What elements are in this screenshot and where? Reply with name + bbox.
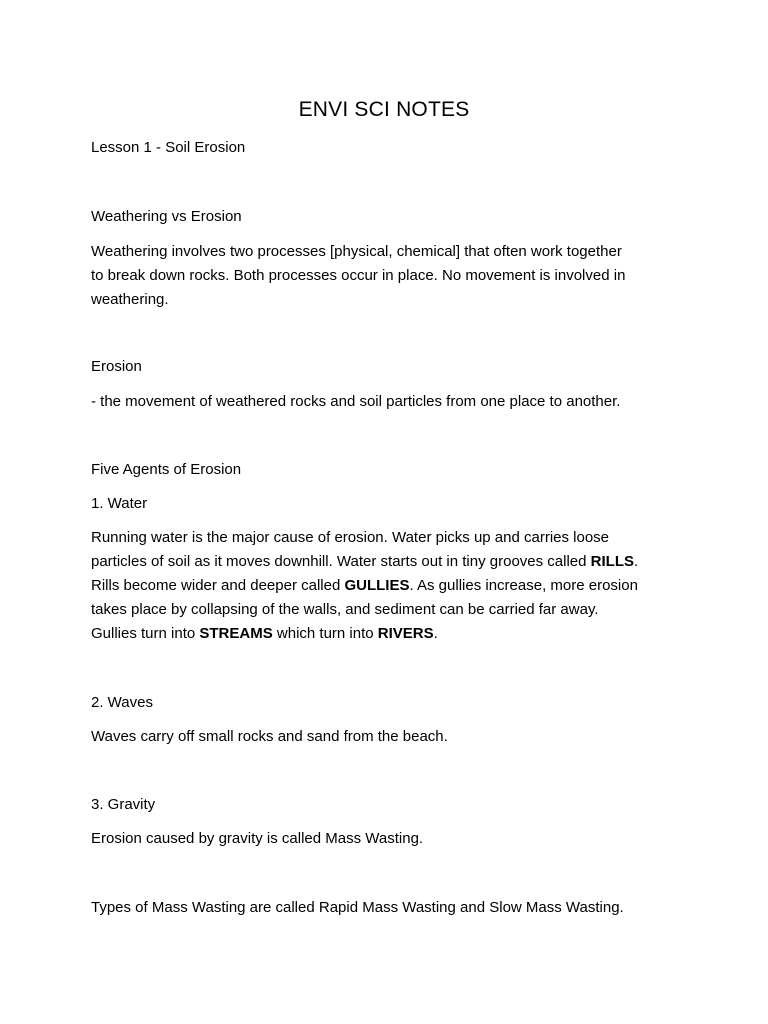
weathering-line: Weathering involves two processes [physical, chemical] that often work together — [91, 243, 622, 260]
weathering-heading: Weathering vs Erosion — [91, 208, 242, 225]
gravity-heading: 3. Gravity — [91, 796, 156, 813]
page-title: ENVI SCI NOTES — [298, 98, 470, 121]
water-line-text: takes place by collapsing of the walls, and sediment can be carried far away. — [91, 601, 599, 618]
agents-heading: Five Agents of Erosion — [91, 461, 242, 478]
water-line — [91, 574, 691, 598]
water-line — [91, 622, 691, 646]
water-line — [91, 598, 691, 622]
water-line-text: . — [634, 553, 639, 570]
weathering-paragraph — [91, 240, 691, 312]
mass-wasting-types: Types of Mass Wasting are called Rapid Mass Wasting and Slow Mass Wasting. — [91, 899, 624, 916]
water-heading: 1. Water — [91, 495, 148, 512]
water-line-text: Running water is the major cause of erosion. Water picks up and carries loose — [91, 529, 610, 546]
gravity-text: Erosion caused by gravity is called Mass Wasting. — [91, 830, 424, 847]
water-line-text: Gullies turn into — [91, 625, 200, 642]
erosion-heading: Erosion — [91, 358, 142, 375]
erosion-definition: - the movement of weathered rocks and soil particles from one place to another. — [91, 393, 621, 410]
weathering-line: weathering. — [91, 291, 169, 308]
water-line-text: . As gullies increase, more erosion — [409, 577, 638, 594]
term-streams: STREAMS — [199, 625, 273, 642]
weathering-line: to break down rocks. Both processes occur in place. No movement is involved in — [91, 267, 626, 284]
term-gullies: GULLIES — [344, 577, 410, 594]
water-line — [91, 526, 691, 550]
water-paragraph — [91, 526, 691, 646]
waves-heading: 2. Waves — [91, 694, 153, 711]
term-rivers: RIVERS — [377, 625, 434, 642]
lesson-heading: Lesson 1 - Soil Erosion — [91, 139, 246, 156]
term-rills: RILLS — [590, 553, 634, 570]
water-line — [91, 550, 691, 574]
water-line-text: which turn into — [272, 625, 378, 642]
water-line-text: . — [433, 625, 438, 642]
water-line-text: Rills become wider and deeper called — [91, 577, 345, 594]
waves-text: Waves carry off small rocks and sand from the beach. — [91, 728, 448, 745]
water-line-text: particles of soil as it moves downhill. Water starts out in tiny grooves called — [91, 553, 591, 570]
